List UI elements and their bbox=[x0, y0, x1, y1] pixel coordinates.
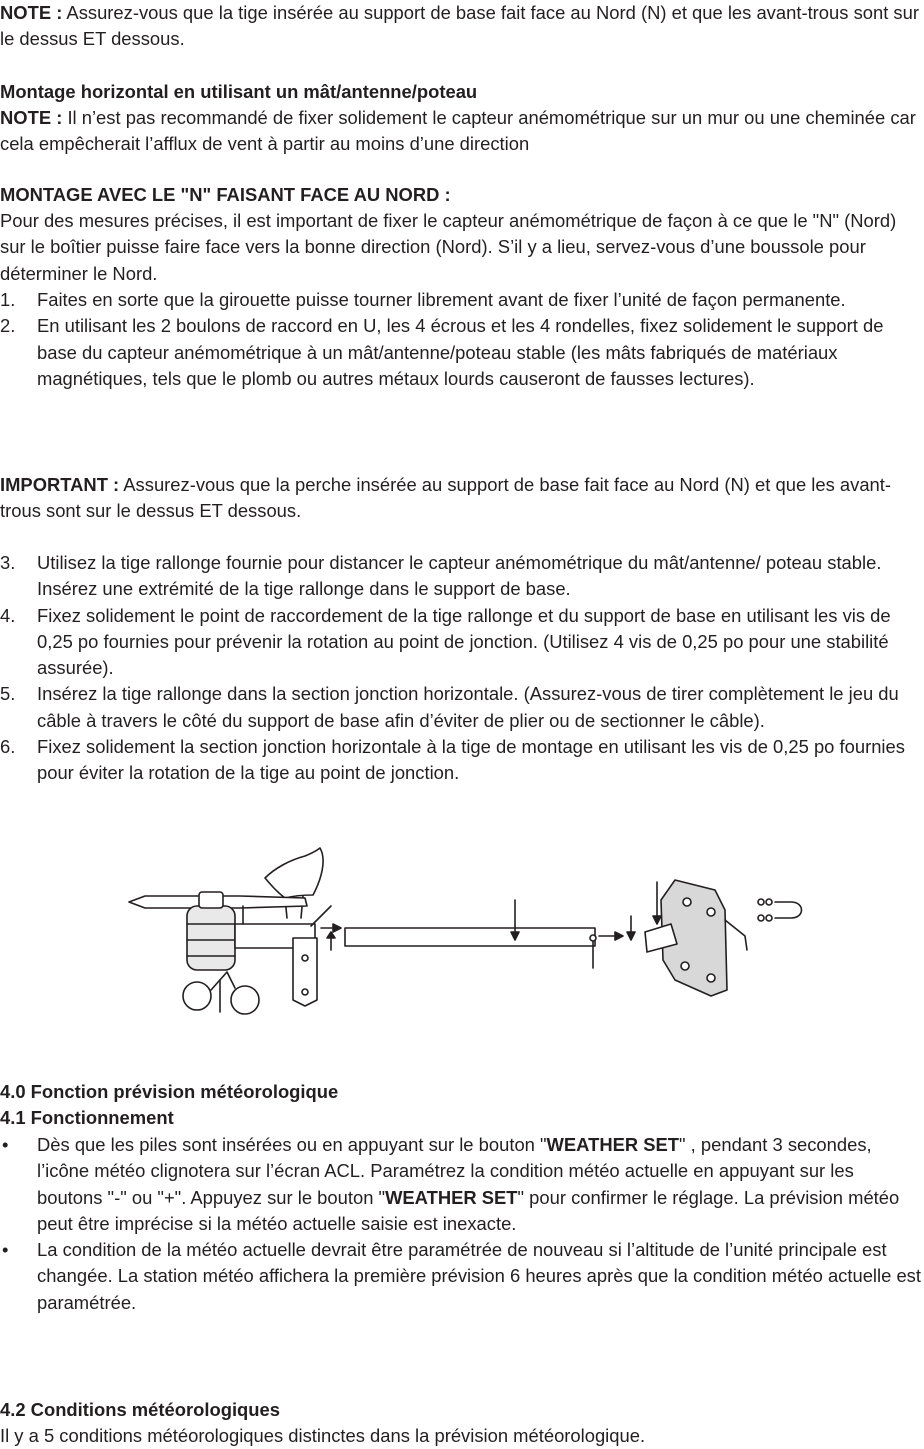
note-label: NOTE : bbox=[0, 2, 63, 23]
u-bolt bbox=[775, 902, 802, 918]
step-text: Faites en sorte que la girouette puisse tourner librement avant de fixer l’unité de façon permanente. bbox=[37, 289, 846, 310]
step-number: 3. bbox=[0, 552, 16, 573]
wind-vane-tail bbox=[265, 848, 323, 898]
pointer-line bbox=[311, 906, 331, 926]
anemometer-cup bbox=[183, 982, 211, 1010]
arrow-head bbox=[333, 924, 341, 932]
extension-rod bbox=[345, 928, 595, 946]
section-4-1-heading: 4.1 Fonctionnement bbox=[0, 1107, 174, 1128]
section-4-0-heading: 4.0 Fonction prévision météorologique bbox=[0, 1081, 339, 1102]
step-text: En utilisant les 2 boulons de raccord en U, les 4 écrous et les 4 rondelles, fixez solidement le support de base du capteur anémométrique à un mât/antenne/poteau stable (les mâts fabriqués de matériaux magnétiques, tels que le plomb ou autres métaux lourds causeront de fausses lectures). bbox=[37, 315, 884, 389]
step-text: Fixez solidement la section jonction horizontale à la tige de montage en utilisant les vis de 0,25 po fournies pour éviter la rotation de la tige au point de jonction. bbox=[37, 736, 905, 784]
section-4-2-heading: 4.2 Conditions météorologiques bbox=[0, 1399, 280, 1420]
important-label: IMPORTANT : bbox=[0, 474, 120, 495]
step-number: 2. bbox=[0, 315, 16, 337]
list-item bbox=[0, 734, 924, 787]
horizontal-note-text: Il n’est pas recommandé de fixer solidement le capteur anémométrique sur un mur ou une cheminée car cela empêcherait l’afflux de vent à partir au moins d’une direction bbox=[0, 107, 916, 155]
important-text: Assurez-vous que la perche insérée au support de base fait face au Nord (N) et que les avant-trous sont sur le dessus ET dessous. bbox=[0, 474, 892, 522]
note-text: Assurez-vous que la tige insérée au support de base fait face au Nord (N) et que les avant-trous sont sur le dessus ET dessous. bbox=[0, 2, 919, 50]
horizontal-note-label: NOTE : bbox=[0, 107, 63, 128]
steps-list-b bbox=[0, 550, 924, 787]
weather-set-label: WEATHER SET bbox=[546, 1134, 680, 1155]
bullet-icon: • bbox=[2, 1134, 9, 1155]
step-number: 6. bbox=[0, 736, 16, 758]
list-item bbox=[0, 287, 924, 313]
horizontal-note-paragraph bbox=[0, 105, 924, 158]
list-item: • Dès que les piles sont insérées ou en appuyant sur le bouton "WEATHER SET" , pendant 3 secondes, l’icône météo clignotera sur l’écran ACL. Paramétrez la condition météo actuelle en appuyant sur les boutons "-" ou "+". Appuyez sur le bouton "WEATHER SET" pour confirmer le réglage. La prévision météo peut être imprécise si la météo actuelle saisie est inexacte. bbox=[2, 1134, 900, 1234]
section-4-2-text: Il y a 5 conditions météorologiques distinctes dans la prévision météorologique. bbox=[0, 1425, 646, 1446]
horizontal-mount-heading: Montage horizontal en utilisant un mât/antenne/poteau bbox=[0, 81, 478, 102]
north-mount-heading: MONTAGE AVEC LE "N" FAISANT FACE AU NORD : bbox=[0, 184, 451, 205]
bullet-icon: • bbox=[2, 1239, 9, 1261]
list-item bbox=[0, 550, 924, 603]
list-item bbox=[0, 313, 924, 392]
weather-set-label-2: WEATHER SET bbox=[385, 1186, 518, 1208]
bullet-list bbox=[0, 1132, 924, 1316]
sensor-cap bbox=[199, 892, 223, 908]
step-number: 5. bbox=[0, 683, 16, 705]
anemometer-cup-2 bbox=[231, 986, 259, 1014]
anemometer-assembly-diagram bbox=[115, 840, 815, 1015]
north-paragraph: Pour des mesures précises, il est important de fixer le capteur anémométrique de façon à ce que le "N" (Nord) sur le boîtier puisse faire face vers la bonne direction (Nord). S’il y a lieu, servez-vous d’une boussole pour déterminer le Nord. bbox=[0, 210, 897, 284]
list-item: • La condition de la météo actuelle devrait être paramétrée de nouveau si l’altitude de l’unité principale est changée. La station météo affichera la première prévision 6 heures après que la condition météo actuelle est paramétrée. bbox=[2, 1239, 921, 1313]
step-number: 1. bbox=[0, 289, 16, 310]
step-text: Insérez la tige rallonge dans la section jonction horizontale. (Assurez-vous de tirer complètement le jeu du câble à travers le côté du support de base afin d’éviter de plier ou de sectionner le câble). bbox=[37, 683, 899, 731]
cable bbox=[725, 920, 747, 950]
cup-arms bbox=[211, 972, 235, 990]
step-text: Utilisez la tige rallonge fournie pour distancer le capteur anémométrique du mât/antenne/ poteau stable. Insérez une extrémité de la tige rallonge dans le support de base. bbox=[37, 552, 882, 600]
important-paragraph bbox=[0, 472, 924, 525]
note-paragraph bbox=[0, 0, 924, 53]
step-number: 4. bbox=[0, 604, 16, 626]
sensor-housing bbox=[187, 906, 235, 970]
list-item bbox=[0, 681, 924, 734]
list-item bbox=[0, 603, 924, 682]
step-text: Fixez solidement le point de raccordement de la tige rallonge et du support de base en utilisant les vis de 0,25 po fournies pour prévenir la rotation au point de jonction. (Utilisez 4 vis de 0,25 po pour une stabilité assurée). bbox=[37, 604, 891, 679]
steps-list-a bbox=[0, 287, 924, 392]
